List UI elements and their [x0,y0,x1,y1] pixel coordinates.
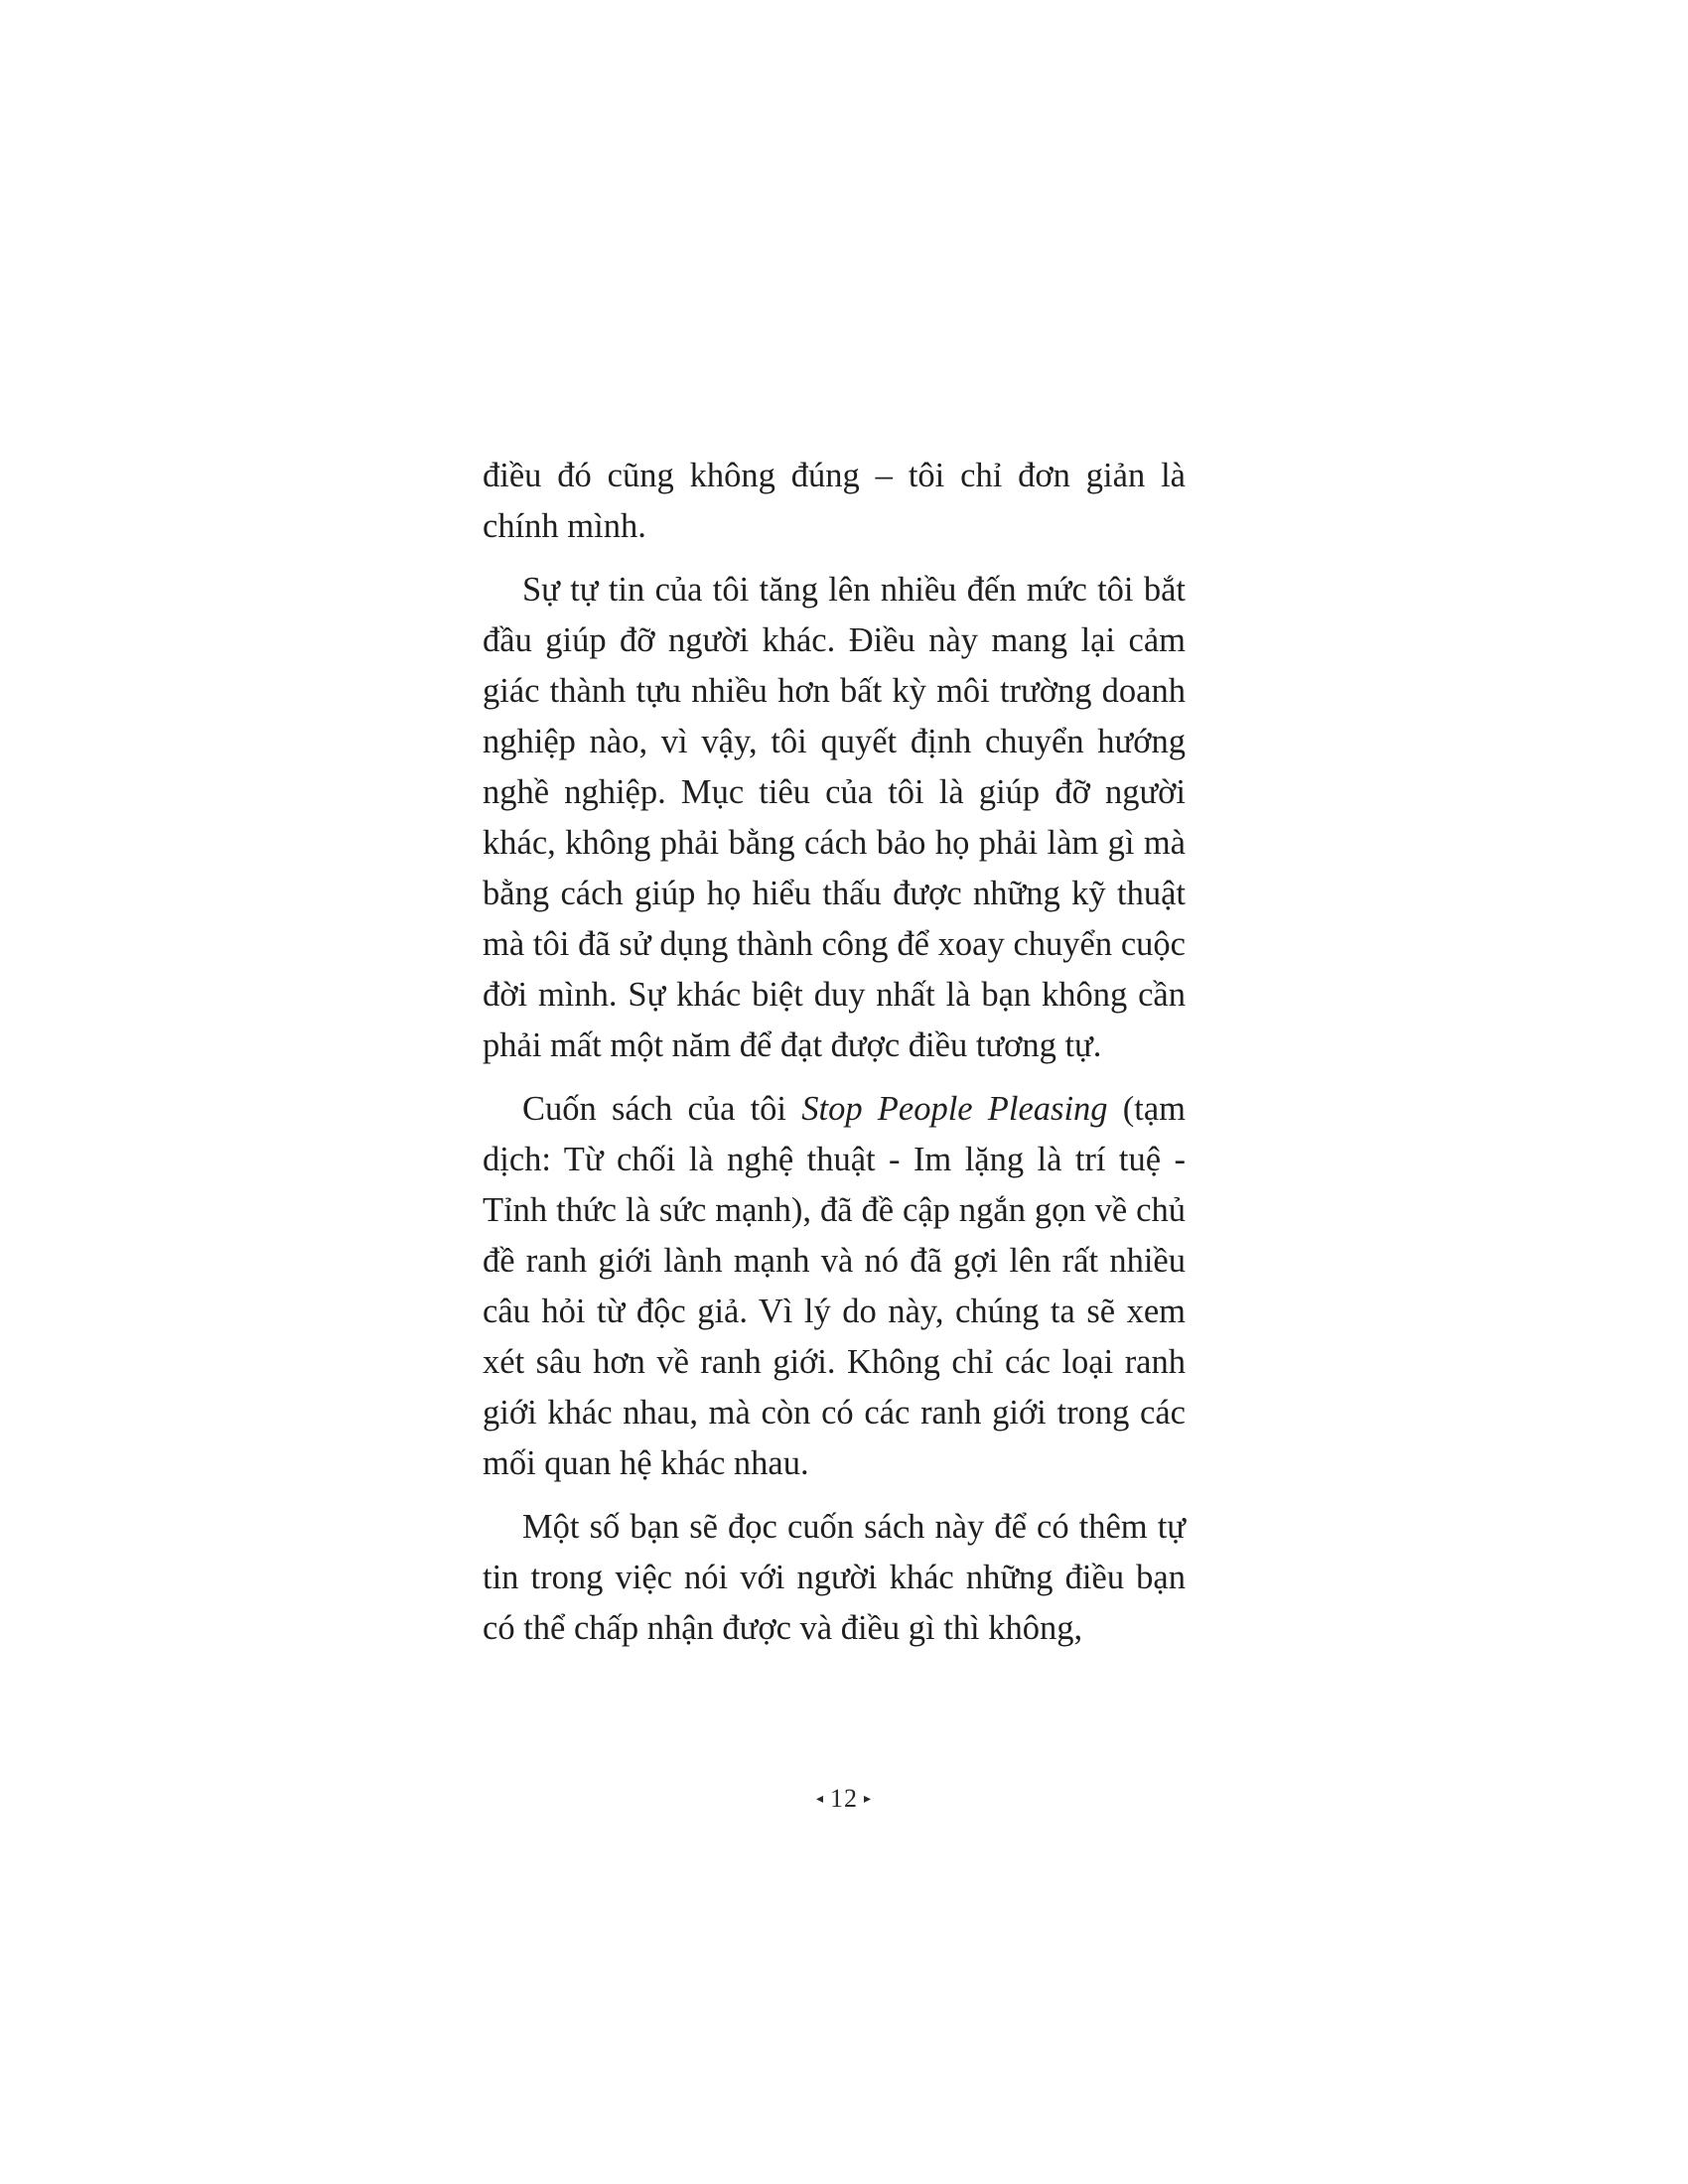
paragraph-confidence: Sự tự tin của tôi tăng lên nhiều đến mức tôi bắt đầu giúp đỡ người khác. Điều này mang lại cảm giác thành tựu nhiều hơn bất kỳ môi trường doanh nghiệp nào, vì vậy, tôi quyết định chuyển hướng nghề nghiệp. Mục tiêu của tôi là giúp đỡ người khác, không phải bằng cách bảo họ phải làm gì mà bằng cách giúp họ hiểu thấu được những kỹ thuật mà tôi đã sử dụng thành công để xoay chuyển cuộc đời mình. Sự khác biệt duy nhất là bạn không cần phải mất một năm để đạt được điều tương tự. [483,571,1186,1064]
book-title: Stop People Pleasing [801,1090,1108,1128]
page-body [483,451,1186,1667]
paragraph-text-after: (tạm dịch: Từ chối là nghệ thuật - Im lặng là trí tuệ - Tỉnh thức là sức mạnh), đã đề cập ngắn gọn về chủ đề ranh giới lành mạnh và nó đã gợi lên rất nhiều câu hỏi từ độc giả. Vì lý do này, chúng ta sẽ xem xét sâu hơn về ranh giới. Không chỉ các loại ranh giới khác nhau, mà còn có các ranh giới trong các mối quan hệ khác nhau. [483,1090,1186,1482]
paragraph-readers: Một số bạn sẽ đọc cuốn sách này để có thêm tự tin trong việc nói với người khác những điều bạn có thể chấp nhận được và điều gì thì không, [483,1508,1186,1647]
page-number: 12 [830,1784,858,1813]
page-number-footer [0,1784,1688,1814]
left-triangle-icon: ◂ [815,1792,824,1807]
right-triangle-icon: ▸ [864,1792,873,1807]
paragraph-book-reference [483,1084,1186,1489]
paragraph-continued: điều đó cũng không đúng – tôi chỉ đơn giản là chính mình. [483,457,1186,545]
paragraph-text-before: Cuốn sách của tôi [522,1090,802,1128]
